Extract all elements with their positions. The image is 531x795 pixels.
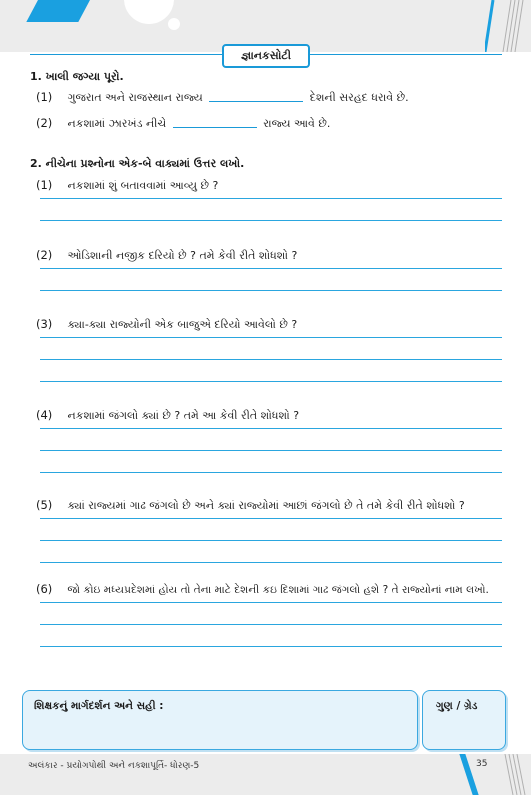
answer-line[interactable]	[40, 381, 502, 382]
question-number: (5)	[36, 498, 53, 512]
answer-line[interactable]	[40, 518, 502, 519]
item-text-before: નકશામાં ઝારખંડ નીચે	[67, 117, 167, 130]
fill-blank-item-2	[36, 116, 330, 131]
question-number: (3)	[36, 317, 53, 331]
teacher-signature-box[interactable]	[22, 690, 418, 750]
section1-heading: 1. ખાલી જગ્યા પૂરો.	[30, 70, 124, 83]
answer-line[interactable]	[40, 450, 502, 451]
question-3	[36, 317, 297, 332]
answer-line[interactable]	[40, 562, 502, 563]
answer-line[interactable]	[40, 290, 502, 291]
grade-box[interactable]	[422, 690, 506, 750]
question-6	[36, 582, 489, 597]
question-text: નકશામાં શું બતાવવામાં આવ્યુ છે ?	[67, 179, 219, 192]
item-number: (2)	[36, 116, 53, 130]
answer-line[interactable]	[40, 359, 502, 360]
question-text: ક્યા-ક્યા રાજ્યોની એક બાજુએ દરિયો આવેલો છે ?	[67, 318, 298, 331]
question-number: (1)	[36, 178, 53, 192]
title-rule-right	[310, 54, 502, 55]
blank-field[interactable]	[173, 126, 257, 128]
answer-line[interactable]	[40, 337, 502, 338]
answer-line[interactable]	[40, 646, 502, 647]
question-2	[36, 248, 297, 263]
item-text-before: ગુજરાત અને રાજસ્થાન રાજ્ય	[67, 91, 203, 104]
fill-blank-item-1	[36, 90, 409, 105]
question-text: નકશામાં જંગલો ક્યાં છે ? તમે આ કેવી રીતે શોધશો ?	[67, 409, 300, 422]
question-5	[36, 498, 465, 513]
question-text: ઓડિશાની નજીક દરિયો છે ? તમે કેવી રીતે શોધશો ?	[67, 249, 298, 262]
page-title: જ્ઞાનકસોટી	[222, 44, 310, 68]
grade-label: ગુણ / ગ્રેડ	[436, 700, 478, 712]
blank-field[interactable]	[209, 100, 303, 102]
item-text-after: રાજ્ય આવે છે.	[263, 117, 331, 130]
answer-line[interactable]	[40, 428, 502, 429]
footer-book-title: અલંકાર - પ્રયોગપોથી અને નકશાપૂર્તિ- ધોરણ-5	[28, 761, 200, 771]
teacher-signature-label: શિક્ષકનું માર્ગદર્શન અને સહી :	[34, 700, 164, 712]
answer-line[interactable]	[40, 268, 502, 269]
item-number: (1)	[36, 90, 53, 104]
question-4	[36, 408, 299, 423]
answer-line[interactable]	[40, 624, 502, 625]
answer-line[interactable]	[40, 220, 502, 221]
page-number: 35	[476, 759, 488, 769]
title-rule-left	[30, 54, 222, 55]
answer-line[interactable]	[40, 602, 502, 603]
item-text-after: દેશની સરહદ ધરાવે છે.	[309, 91, 409, 104]
answer-line[interactable]	[40, 198, 502, 199]
question-number: (2)	[36, 248, 53, 262]
question-number: (6)	[36, 582, 53, 596]
section2-heading: 2. નીચેના પ્રશ્નોના એક-બે વાક્યમાં ઉત્તર લખો.	[30, 157, 245, 170]
question-1	[36, 178, 218, 193]
question-text: જો કોઇ મધ્યપ્રદેશમાં હોય તો તેના માટે દેશની કઇ દિશામાં ગાઢ જંગલો હશે ? તે રાજ્યોનાં નામ લખો.	[67, 584, 489, 596]
footer-stripes	[485, 754, 531, 795]
decorative-circle-small	[168, 18, 180, 30]
question-number: (4)	[36, 408, 53, 422]
answer-line[interactable]	[40, 472, 502, 473]
answer-line[interactable]	[40, 540, 502, 541]
question-text: ક્યાં રાજ્યમાં ગાઢ જંગલો છે અને ક્યાં રાજ્યોમાં આછાં જંગલો છે તે તમે કેવી રીતે શોધશો ?	[67, 499, 465, 512]
header-stripes	[485, 0, 531, 52]
